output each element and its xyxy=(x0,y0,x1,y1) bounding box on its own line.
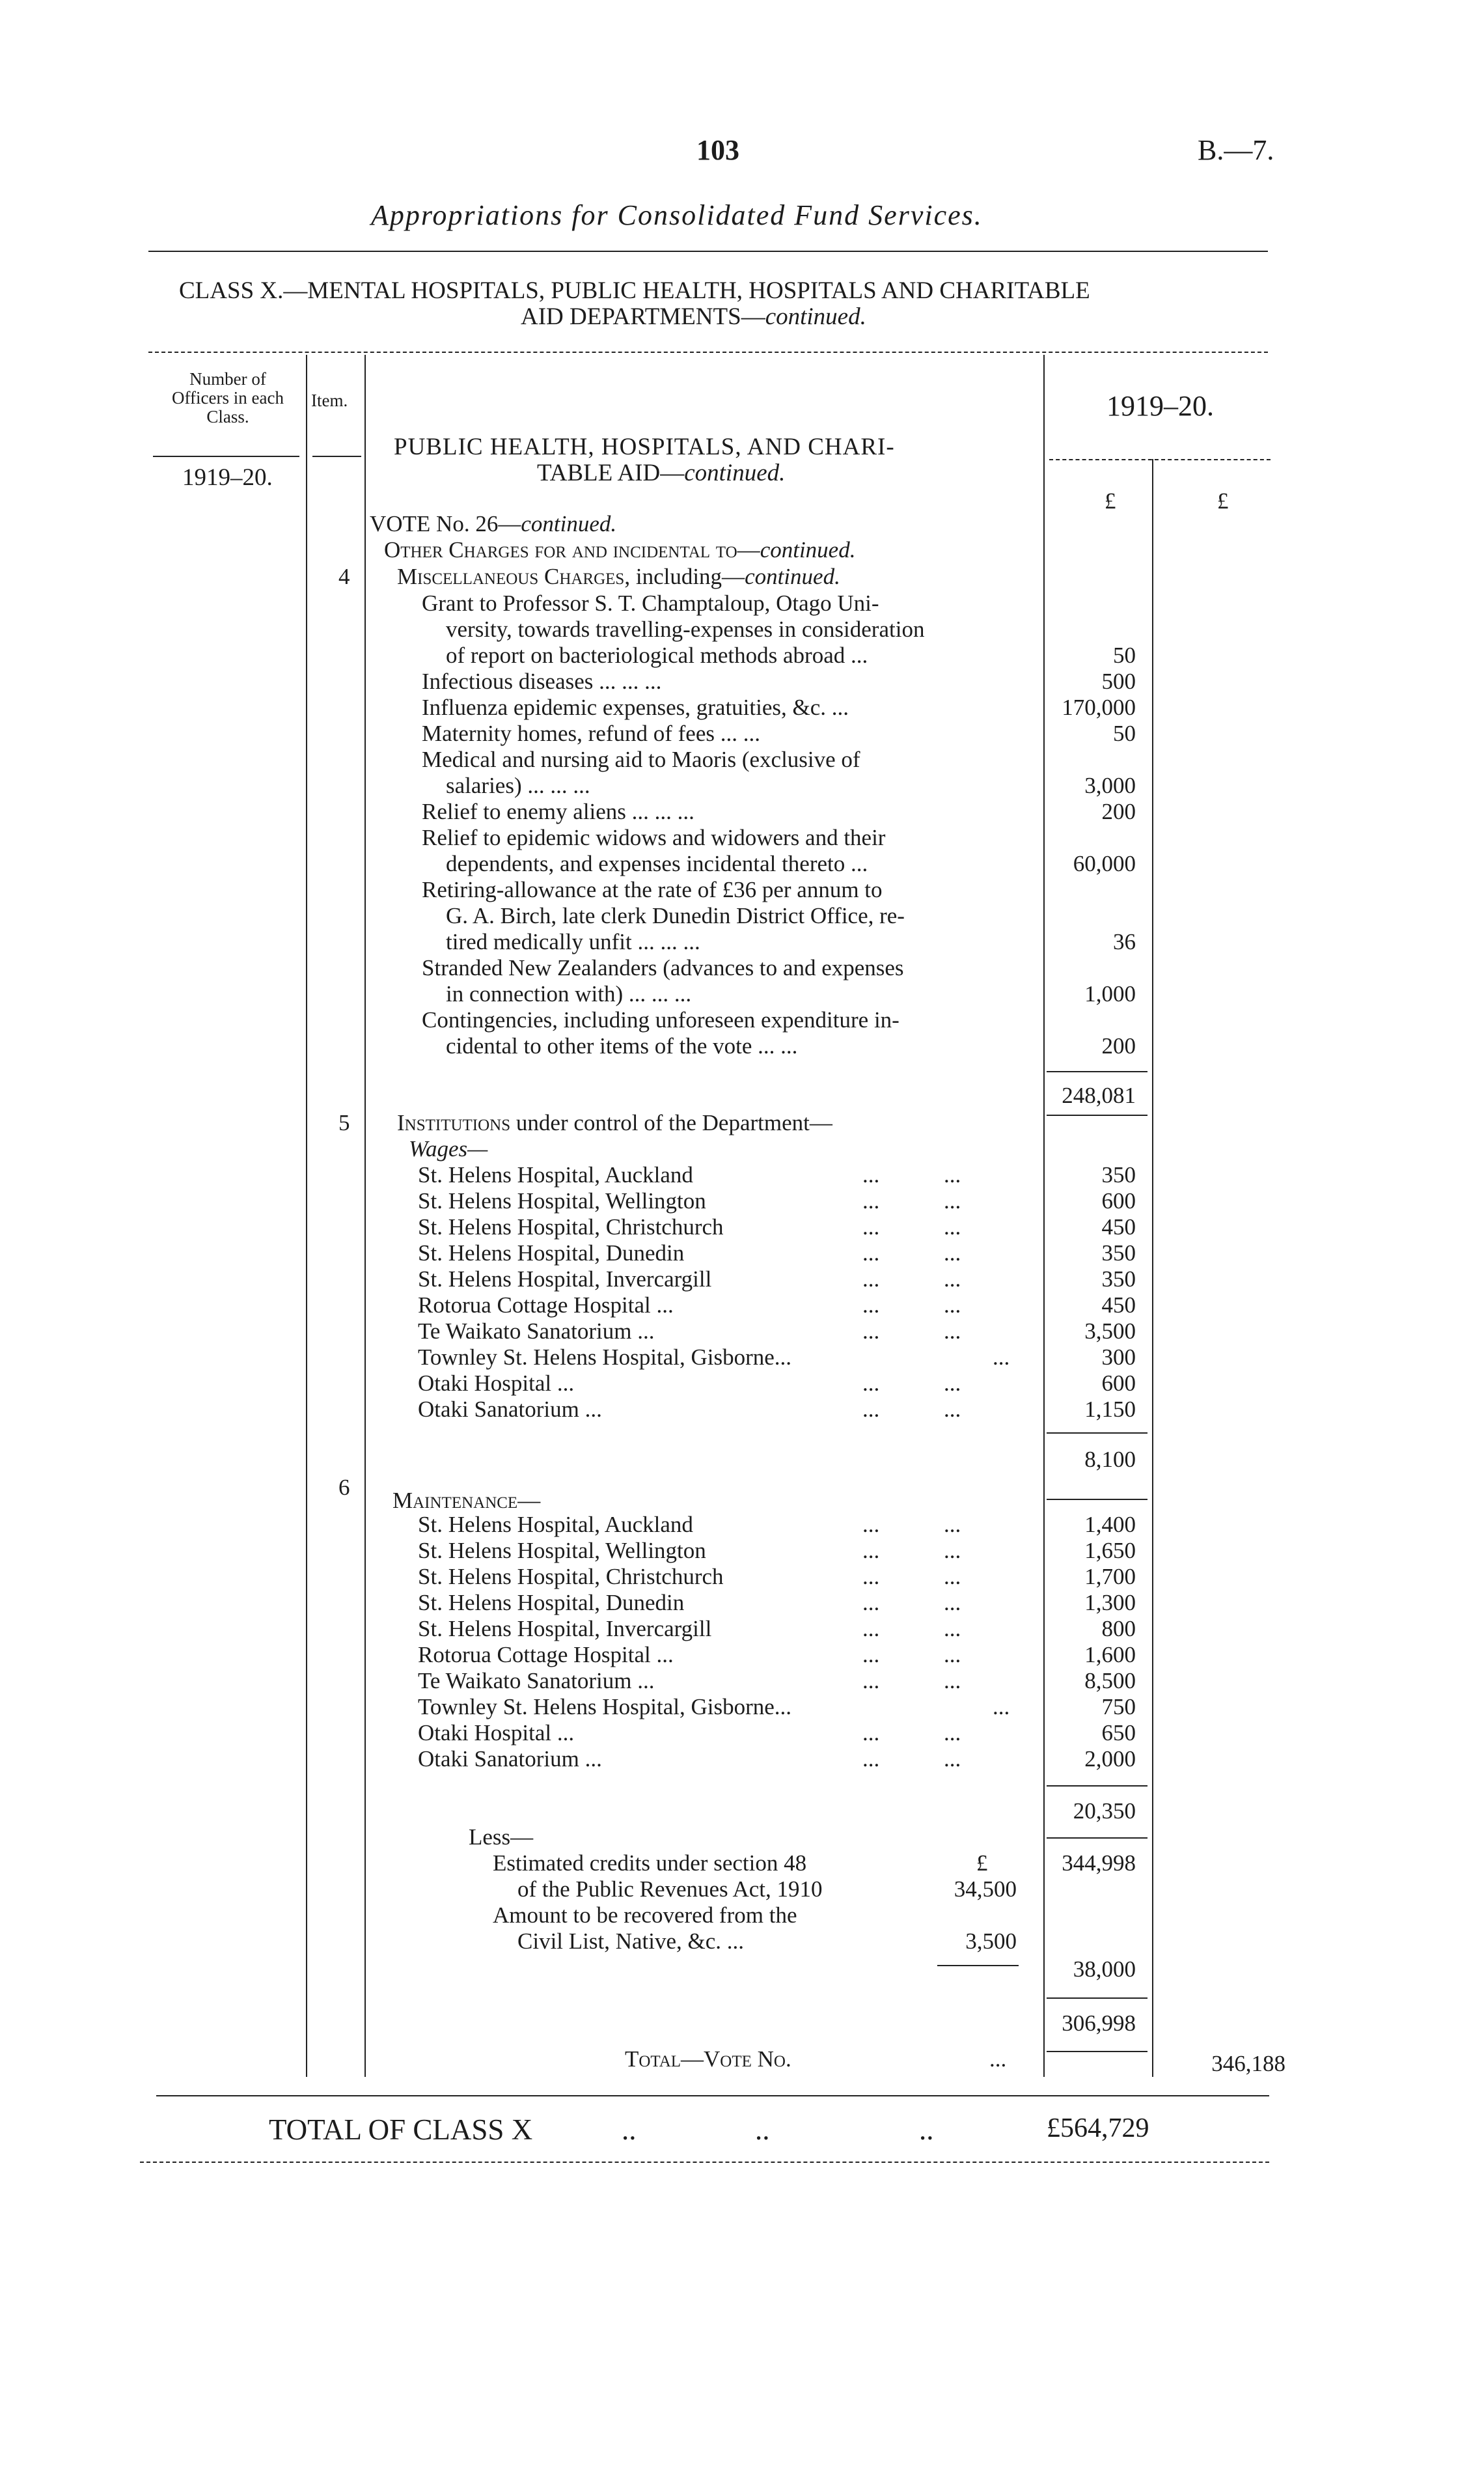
item6-row-dots: ... ... xyxy=(862,1538,961,1563)
less-recover-line1: Amount to be recovered from the xyxy=(493,1902,797,1928)
less-credits-amount: 34,500 xyxy=(954,1876,1017,1902)
item4-heading-cont: continued. xyxy=(745,564,840,589)
item6-row-amount: 650 xyxy=(1101,1720,1136,1746)
amount-column-mid-rule xyxy=(1152,459,1153,2077)
item5-row-name: Rotorua Cottage Hospital ... xyxy=(418,1292,674,1318)
item5-number: 5 xyxy=(338,1110,350,1135)
officers-year: 1919–20. xyxy=(182,464,273,491)
less-deductions-rule xyxy=(937,1965,1019,1966)
item6-row-amount: 750 xyxy=(1101,1694,1136,1719)
item6-row-dots: ... ... xyxy=(862,1616,961,1641)
item4-amount: 200 xyxy=(1101,1033,1136,1059)
officers-header-line1: Number of xyxy=(189,369,266,389)
vote-total-rule xyxy=(1047,2051,1147,2052)
item5-row-name: Otaki Sanatorium ... xyxy=(418,1397,602,1422)
class-heading-line2-cont: continued. xyxy=(765,303,866,330)
item4-line: Stranded New Zealanders (advances to and expenses xyxy=(422,955,904,981)
class-heading-rule xyxy=(148,352,1268,353)
item4-amount: 170,000 xyxy=(1062,695,1136,720)
item4-heading-label: Miscellaneous Charges, xyxy=(397,564,631,589)
item4-amount: 50 xyxy=(1113,643,1136,668)
item4-line: Relief to enemy aliens ... ... ... xyxy=(422,799,694,824)
item5-row-name: Te Waikato Sanatorium ... xyxy=(418,1318,655,1344)
item4-line: cidental to other items of the vote ... ... xyxy=(446,1033,798,1059)
item6-row-name: Townley St. Helens Hospital, Gisborne... xyxy=(418,1694,792,1719)
item6-row-name: Otaki Hospital ... xyxy=(418,1720,575,1746)
item-column-right-rule xyxy=(364,355,366,2077)
item5-row-amount: 450 xyxy=(1101,1292,1136,1318)
item4-line: Maternity homes, refund of fees ... ... xyxy=(422,721,760,746)
officers-column-header xyxy=(150,370,306,426)
item5-subtotal-bottom-rule xyxy=(1047,1499,1147,1500)
less-net-rule xyxy=(1047,1997,1147,1999)
item4-line: Influenza epidemic expenses, gratuities, &c. ... xyxy=(422,695,849,720)
item6-row-amount: 1,650 xyxy=(1084,1538,1136,1563)
document-reference: B.—7. xyxy=(1198,134,1274,166)
class-total-dots3: .. xyxy=(919,2113,934,2146)
item4-line: tired medically unfit ... ... ... xyxy=(446,929,700,954)
item5-row-name: St. Helens Hospital, Wellington xyxy=(418,1188,706,1214)
class-heading-line2-main: AID DEPARTMENTS— xyxy=(521,303,765,330)
class-heading-line1: CLASS X.—MENTAL HOSPITALS, PUBLIC HEALTH, HOSPITALS AND CHARITABLE xyxy=(179,277,1090,304)
item4-line: Grant to Professor S. T. Champtaloup, Otago Uni- xyxy=(422,591,879,616)
less-recover-line2: Civil List, Native, &c. ... xyxy=(517,1928,745,1954)
department-heading-line2-cont: continued. xyxy=(684,460,786,486)
item5-subheading: Wages— xyxy=(409,1136,488,1161)
item6-subtotal-rule xyxy=(1047,1785,1147,1787)
department-heading-line1: PUBLIC HEALTH, HOSPITALS, AND CHARI- xyxy=(394,434,895,460)
item4-amount: 200 xyxy=(1101,799,1136,824)
item4-heading-tail: including— xyxy=(630,564,745,589)
item6-row-amount: 1,700 xyxy=(1084,1564,1136,1589)
item6-row-dots: ... ... xyxy=(862,1668,961,1693)
vote-cont: continued. xyxy=(521,511,617,536)
item6-row-dots: ... ... xyxy=(862,1564,961,1589)
less-net-amount: 306,998 xyxy=(1062,2010,1136,2036)
pound-sign-col1: £ xyxy=(1105,488,1116,514)
class-total-label: TOTAL OF CLASS X xyxy=(269,2113,533,2146)
item5-row-amount: 300 xyxy=(1101,1344,1136,1370)
class-total-dots1: .. xyxy=(622,2113,637,2146)
vote-total-amount: 346,188 xyxy=(1211,2051,1285,2076)
item6-row-amount: 800 xyxy=(1101,1616,1136,1641)
class-total-amount: £564,729 xyxy=(1047,2113,1149,2143)
item6-row-name: St. Helens Hospital, Wellington xyxy=(418,1538,706,1563)
item-column-left-rule xyxy=(306,355,307,2077)
item5-row-dots: ... ... xyxy=(862,1240,961,1266)
item-column-header: Item. xyxy=(311,391,348,410)
item4-heading xyxy=(397,564,840,590)
item6-row-dots: ... ... xyxy=(862,1746,961,1772)
item6-row-amount: 1,400 xyxy=(1084,1512,1136,1537)
less-credits-line1: Estimated credits under section 48 xyxy=(493,1850,807,1876)
department-heading-line2 xyxy=(537,459,785,487)
item5-row-name: St. Helens Hospital, Invercargill xyxy=(418,1266,712,1292)
item6-row-amount: 1,600 xyxy=(1084,1642,1136,1667)
item5-row-name: Otaki Hospital ... xyxy=(418,1370,575,1396)
item4-line: Medical and nursing aid to Maoris (exclusive of xyxy=(422,747,860,772)
item5-row-name: Townley St. Helens Hospital, Gisborne... xyxy=(418,1344,792,1370)
item6-row-amount: 1,300 xyxy=(1084,1590,1136,1615)
item4-line: Relief to epidemic widows and widowers and their xyxy=(422,825,886,850)
item5-heading-rest: under control of the Department— xyxy=(510,1110,832,1135)
item6-row-dots: ... ... xyxy=(862,1512,961,1537)
item6-row-name: St. Helens Hospital, Dunedin xyxy=(418,1590,685,1615)
less-credits-line2: of the Public Revenues Act, 1910 xyxy=(517,1876,823,1902)
item4-line: dependents, and expenses incidental thereto ... xyxy=(446,851,868,876)
item4-line: versity, towards travelling-expenses in consideration xyxy=(446,617,925,642)
item5-row-dots: ... ... xyxy=(862,1397,961,1422)
year-header-rule xyxy=(1049,459,1271,460)
item5-row-amount: 600 xyxy=(1101,1370,1136,1396)
item5-heading xyxy=(397,1110,832,1136)
less-recover-amount: 3,500 xyxy=(965,1928,1017,1954)
item6-row-amount: 8,500 xyxy=(1084,1668,1136,1693)
item4-amount: 3,000 xyxy=(1084,773,1136,798)
item6-row-name: Rotorua Cottage Hospital ... xyxy=(418,1642,674,1667)
item5-subtotal-rule xyxy=(1047,1432,1147,1434)
item5-row-dots: ... ... xyxy=(862,1292,961,1318)
item6-row-dots: ... xyxy=(993,1694,1010,1719)
item4-line: salaries) ... ... ... xyxy=(446,773,590,798)
item5-row-amount: 1,150 xyxy=(1084,1397,1136,1422)
item6-row-name: St. Helens Hospital, Auckland xyxy=(418,1512,693,1537)
item5-row-dots: ... xyxy=(993,1344,1010,1370)
item4-amount: 1,000 xyxy=(1084,981,1136,1007)
year-column-header: 1919–20. xyxy=(1106,390,1214,422)
item6-subtotal-bottom-rule xyxy=(1047,1837,1147,1839)
item5-row-dots: ... ... xyxy=(862,1188,961,1214)
item4-amount: 36 xyxy=(1113,929,1136,954)
item5-row-name: St. Helens Hospital, Christchurch xyxy=(418,1214,724,1240)
other-charges-label: Other Charges for and incidental to— xyxy=(384,537,760,563)
less-gross-amount: 344,998 xyxy=(1062,1850,1136,1876)
item5-row-dots: ... ... xyxy=(862,1318,961,1344)
item5-row-amount: 3,500 xyxy=(1084,1318,1136,1344)
item6-subtotal: 20,350 xyxy=(1073,1798,1136,1824)
item5-subtotal: 8,100 xyxy=(1084,1447,1136,1472)
vote-heading xyxy=(370,511,616,537)
class-total-bottom-rule xyxy=(140,2162,1269,2163)
item5-row-amount: 600 xyxy=(1101,1188,1136,1214)
item6-heading: Maintenance— xyxy=(392,1488,541,1513)
item4-line: Retiring-allowance at the rate of £36 per annum to xyxy=(422,877,883,902)
item6-row-name: St. Helens Hospital, Christchurch xyxy=(418,1564,724,1589)
officers-header-rule xyxy=(153,456,299,457)
other-charges-cont: continued. xyxy=(760,537,856,563)
class-total-dots2: .. xyxy=(755,2113,770,2146)
item5-row-amount: 450 xyxy=(1101,1214,1136,1240)
item5-row-name: St. Helens Hospital, Dunedin xyxy=(418,1240,685,1266)
item5-heading-label: Institutions xyxy=(397,1110,511,1135)
item5-row-name: St. Helens Hospital, Auckland xyxy=(418,1162,693,1188)
item-header-rule xyxy=(312,456,361,457)
item6-number: 6 xyxy=(338,1475,350,1500)
less-pound-sign: £ xyxy=(976,1850,988,1876)
item4-subtotal: 248,081 xyxy=(1062,1083,1136,1108)
department-heading-line2-main: TABLE AID— xyxy=(537,460,685,486)
item6-row-name: Otaki Sanatorium ... xyxy=(418,1746,602,1772)
class-heading-line2 xyxy=(521,303,866,331)
item6-row-amount: 2,000 xyxy=(1084,1746,1136,1772)
item5-row-amount: 350 xyxy=(1101,1266,1136,1292)
vote-label: VOTE No. 26— xyxy=(370,511,521,536)
item5-row-dots: ... ... xyxy=(862,1214,961,1240)
less-deduction-amount: 38,000 xyxy=(1073,1956,1136,1982)
officers-header-line3: Class. xyxy=(206,407,249,426)
item6-row-dots: ... ... xyxy=(862,1642,961,1667)
running-title: Appropriations for Consolidated Fund Services. xyxy=(371,199,983,231)
item5-row-amount: 350 xyxy=(1101,1162,1136,1188)
item4-number: 4 xyxy=(338,564,350,589)
item4-line: G. A. Birch, late clerk Dunedin District Office, re- xyxy=(446,903,905,928)
header-rule xyxy=(148,251,1268,252)
item4-amount: 50 xyxy=(1113,721,1136,746)
item5-row-amount: 350 xyxy=(1101,1240,1136,1266)
vote-total-label: Total—Vote No. xyxy=(625,2046,791,2072)
item4-amount: 500 xyxy=(1101,669,1136,694)
item4-line: of report on bacteriological methods abroad ... xyxy=(446,643,868,668)
less-label: Less— xyxy=(469,1824,534,1850)
item4-line: Infectious diseases ... ... ... xyxy=(422,669,662,694)
item6-row-dots: ... ... xyxy=(862,1590,961,1615)
item5-row-dots: ... ... xyxy=(862,1162,961,1188)
class-total-top-rule xyxy=(156,2095,1269,2096)
item4-subtotal-bottom-rule xyxy=(1047,1115,1147,1116)
item6-row-dots: ... ... xyxy=(862,1720,961,1746)
item4-line: in connection with) ... ... ... xyxy=(446,981,692,1007)
item4-amount: 60,000 xyxy=(1073,851,1136,876)
officers-header-line2: Officers in each xyxy=(172,388,284,408)
item5-row-dots: ... ... xyxy=(862,1370,961,1396)
other-charges-heading xyxy=(384,537,855,563)
pound-sign-col2: £ xyxy=(1217,488,1229,514)
item6-row-name: Te Waikato Sanatorium ... xyxy=(418,1668,655,1693)
item4-subtotal-rule xyxy=(1047,1071,1147,1072)
item5-row-dots: ... ... xyxy=(862,1266,961,1292)
vote-total-dots: ... xyxy=(989,2046,1007,2072)
page-number: 103 xyxy=(696,134,739,166)
item6-row-name: St. Helens Hospital, Invercargill xyxy=(418,1616,712,1641)
item4-line: Contingencies, including unforeseen expenditure in- xyxy=(422,1007,900,1033)
